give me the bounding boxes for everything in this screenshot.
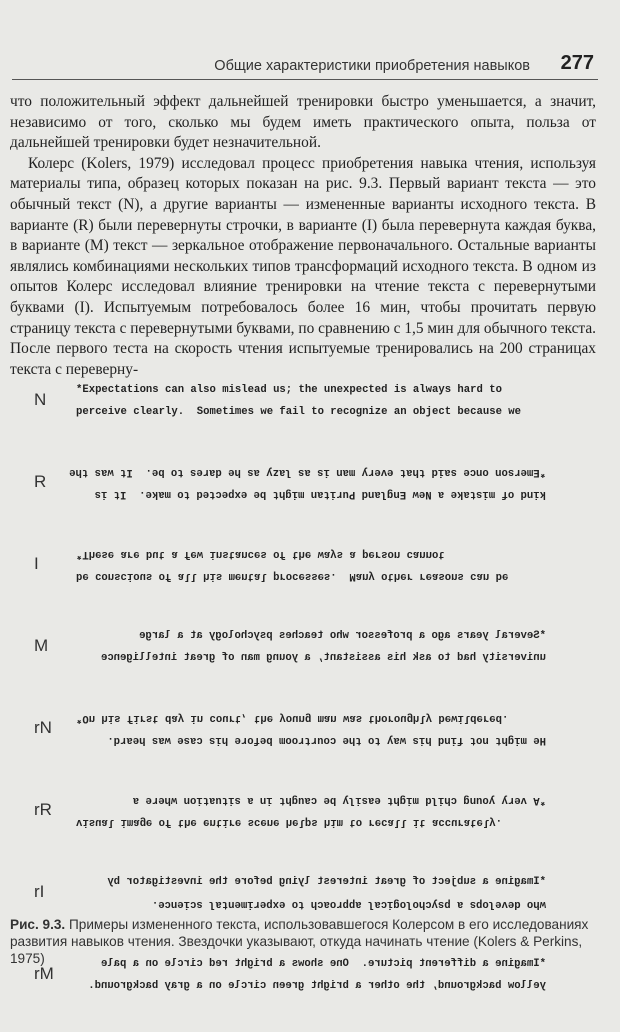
variant-line: perceive clearly. Sometimes we fail to recognize an object because we	[76, 406, 522, 418]
variant-line: *Emerson once said that every man is as lazy as he dares to be. It was the	[69, 466, 546, 478]
variant-line: *Several years ago a professor who teaches psychology at a large	[139, 630, 546, 642]
variant-rn	[10, 704, 596, 786]
variant-i	[10, 540, 596, 622]
variant-rr	[10, 786, 596, 868]
variant-line: be conscious of all his mental processes. Many other reasons can be	[76, 570, 509, 582]
variant-label: N	[34, 390, 47, 409]
variant-label: rM	[34, 964, 54, 983]
running-header	[12, 52, 598, 80]
variant-label: M	[34, 636, 49, 655]
variant-line: *These are but a few instances of the ways a person cannot	[76, 548, 445, 560]
figure-caption	[10, 916, 594, 967]
body-text	[10, 92, 596, 380]
variant-label: R	[34, 472, 47, 491]
variant-line: He might not find his way to the courtroom before his case was heard.	[107, 734, 546, 746]
variant-line: kind of mistake a New England Puritan might be expected to make. It is	[94, 488, 546, 500]
page-number: 277	[560, 52, 594, 74]
variant-m	[10, 622, 596, 704]
paragraph-1: что положительный эффект дальнейшей тренировки быстро уменьшается, а значит, независимо от того, сколько мы будем иметь практического опыта, польза от дальнейшей тренировки будет незначительной.	[10, 93, 596, 152]
variant-line: yellow background, the other a bright green circle on a gray background.	[88, 980, 546, 992]
variant-line: *Expectations can also mislead us; the unexpected is always hard to	[76, 384, 502, 396]
paragraph-2: Колерс (Kolers, 1979) исследовал процесс приобретения навыка чтения, используя материалы типа, образец которых показан на рис. 9.3. Первый вариант текста — это обычный текст (N), а другие варианты — измененные варианты исходного текста. В варианте (R) были перевернуты строчки, в варианте (I) была перевернута каждая буква, в варианте (M) текст — зеркальное отображение первоначального. Остальные варианты являлись комбинациями нескольких типов трансформаций исходного текста. В одном из опытов Колерс исследовал влияние тренировки на чтение текста с перевернутыми буквами (I). Испытуемым потребовалось более 16 мин, чтобы прочитать первую страницу текста с перевернутыми буквами, по сравнению с 1,5 мин для обычного текста. После первого теста на скорость чтения испытуемые тренировались на 200 страницах текста с переверну-	[10, 154, 597, 378]
figure-caption-text: Примеры измененного текста, использовавшегося Колерсом в его исследованиях развития навыков чтения. Звездочки указывают, откуда начинать чтение (Kolers & Perkins, 1975)	[10, 917, 589, 966]
variant-line: *Imagine a different picture. One shows a bright red circle on a pale	[100, 958, 546, 970]
figure-caption-label: Рис. 9.3.	[10, 917, 66, 932]
variant-label: I	[34, 554, 39, 573]
variant-line: *On his first day in court, the young man was thoroughly bewildered.	[76, 712, 509, 724]
variant-line: university had to ask his assistant, a young man of great intelligence	[100, 652, 546, 664]
variant-label: rN	[34, 718, 52, 737]
variant-r	[10, 458, 596, 540]
variant-line: *Imagine a subject of great interest lying before the investigator by	[107, 876, 546, 888]
variant-line: who develops a psychological approach to experimental science.	[151, 898, 546, 910]
variant-label: rR	[34, 800, 52, 819]
variant-label: rI	[34, 882, 45, 901]
variant-line: *A very young child might easily be caught in a situation where a	[132, 794, 546, 806]
running-header-title: Общие характеристики приобретения навыков	[214, 58, 530, 74]
variant-n	[10, 376, 596, 458]
variant-line: visual image of the entire scene helps him to recall it accurately.	[76, 816, 502, 828]
